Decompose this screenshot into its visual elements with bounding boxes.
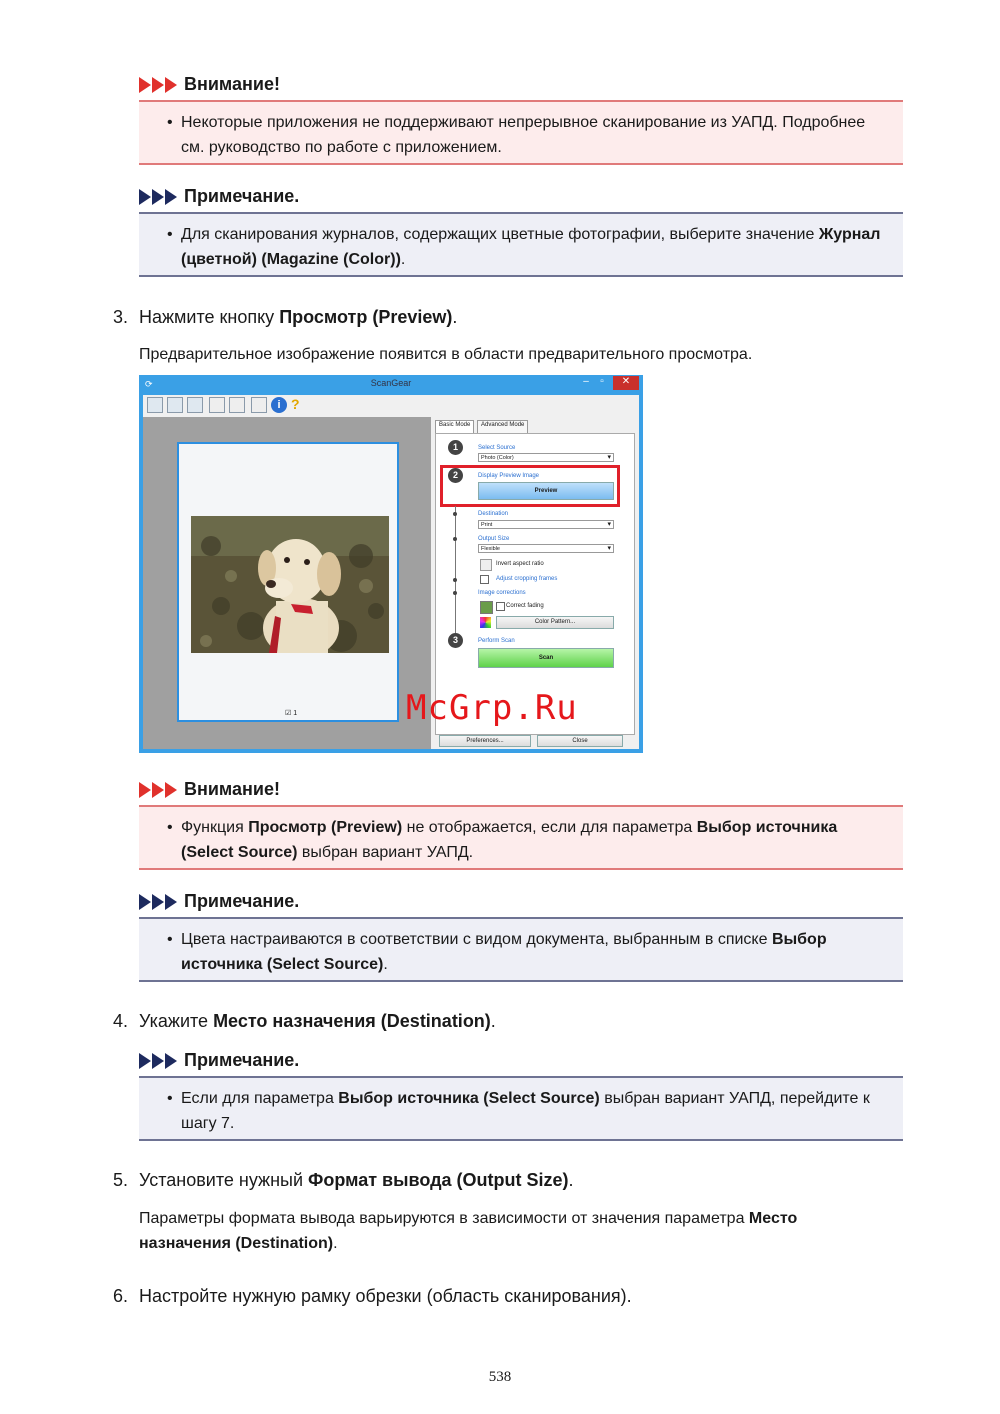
- warning-title-2: Внимание!: [184, 779, 280, 799]
- tab-basic-mode[interactable]: Basic Mode: [435, 420, 474, 435]
- step-5: 5. Установите нужный Формат вывода (Output Size).: [113, 1170, 574, 1190]
- step-1-badge: 1: [448, 440, 463, 455]
- output-size-dot: [453, 537, 457, 541]
- adjust-dot: [453, 578, 457, 582]
- window-title: ScanGear: [370, 378, 412, 388]
- destination-dot: [453, 512, 457, 516]
- warning-title: Внимание!: [184, 74, 280, 94]
- thumb-checkbox[interactable]: ☑ 1: [285, 710, 298, 717]
- perform-scan-label: Perform Scan: [478, 638, 515, 644]
- step-5-description: Параметры формата вывода варьируются в зависимости от значения параметра Место назначения (Destination).: [139, 1210, 798, 1252]
- note-text-2: • Цвета настраиваются в соответствии с видом документа, выбранным в списке Выбор источника (Select Source).: [181, 927, 893, 977]
- adjust-cropping-checkbox[interactable]: [480, 575, 489, 584]
- warning-arrows-icon: [139, 77, 178, 93]
- close-button[interactable]: Close: [537, 735, 623, 747]
- warning-text: • Некоторые приложения не поддерживают непрерывное сканирование из УАПД. Подробнее см. руководство по работе с приложением.: [181, 110, 893, 160]
- toolbar-person-icon[interactable]: [187, 397, 203, 413]
- toolbar-scan-icon[interactable]: [147, 397, 163, 413]
- note-title: Примечание.: [184, 186, 300, 206]
- step-3-description: Предварительное изображение появится в области предварительного просмотра.: [139, 346, 753, 363]
- warning-arrows-icon: [139, 782, 178, 798]
- note-text: • Для сканирования журналов, содержащих цветные фотографии, выберите значение Журнал (цветной) (Magazine (Color)).: [181, 222, 893, 272]
- maximize-icon[interactable]: ▫: [600, 376, 604, 387]
- warning-heading-2: [139, 779, 280, 800]
- select-source-dropdown[interactable]: Photo (Color) ▾: [478, 453, 614, 462]
- correct-fading-label: Correct fading: [506, 603, 544, 609]
- step-6: 6. Настройте нужную рамку обрезки (область сканирования).: [113, 1286, 632, 1306]
- note-heading: [139, 186, 299, 207]
- note-heading-2: [139, 891, 299, 912]
- note-arrows-icon: [139, 189, 178, 205]
- toolbar-grid2-icon[interactable]: [229, 397, 245, 413]
- app-icon: ⟳: [145, 379, 153, 389]
- step-3-badge: 3: [448, 633, 463, 648]
- watermark: McGrp.Ru: [406, 688, 578, 728]
- adjust-cropping-label: Adjust cropping frames: [496, 576, 558, 582]
- toolbar-photo-icon[interactable]: [167, 397, 183, 413]
- note-box: [139, 212, 903, 277]
- step-2-badge: 2: [448, 468, 463, 483]
- warning-text-2: • Функция Просмотр (Preview) не отображается, если для параметра Выбор источника (Select Source) выбран вариант УАПД.: [181, 815, 893, 865]
- step-4: 4. Укажите Место назначения (Destination).: [113, 1011, 496, 1031]
- minimize-icon[interactable]: –: [583, 376, 589, 387]
- close-window-icon[interactable]: ✕: [613, 376, 639, 390]
- note-title-2: Примечание.: [184, 891, 300, 911]
- warning-box: [139, 100, 903, 165]
- toolbar-grid1-icon[interactable]: [209, 397, 225, 413]
- invert-aspect-icon[interactable]: [480, 559, 492, 571]
- page-number: 538: [488, 1369, 512, 1385]
- preview-area: [143, 417, 431, 749]
- note-arrows-icon: [139, 1053, 178, 1069]
- toolbar-grid3-icon[interactable]: [251, 397, 267, 413]
- note-text-3: • Если для параметра Выбор источника (Select Source) выбран вариант УАПД, перейдите к шагу 7.: [181, 1086, 893, 1136]
- select-source-label: Select Source: [478, 445, 516, 451]
- image-corrections-dot: [453, 591, 457, 595]
- destination-dropdown[interactable]: Print ▾: [478, 520, 614, 529]
- dog-photo: [191, 516, 389, 653]
- note-box-2: [139, 917, 903, 982]
- invert-aspect-label: Invert aspect ratio: [496, 561, 544, 567]
- preferences-button[interactable]: Preferences...: [439, 735, 531, 747]
- image-corrections-label: Image corrections: [478, 590, 526, 596]
- note-arrows-icon: [139, 894, 178, 910]
- output-size-label: Output Size: [478, 536, 510, 542]
- output-size-dropdown[interactable]: Flexible ▾: [478, 544, 614, 553]
- tab-advanced-mode[interactable]: Advanced Mode: [477, 420, 528, 436]
- step-3: 3. Нажмите кнопку Просмотр (Preview).: [113, 307, 458, 327]
- window-titlebar: [139, 375, 643, 395]
- steps-connector: [455, 506, 456, 636]
- color-pattern-button[interactable]: Color Pattern...: [496, 616, 614, 629]
- destination-label: Destination: [478, 511, 509, 517]
- correct-fading-checkbox[interactable]: [496, 602, 505, 611]
- preview-button[interactable]: Preview: [478, 482, 614, 500]
- note-title-3: Примечание.: [184, 1050, 300, 1070]
- warning-box-2: [139, 805, 903, 870]
- display-preview-label: Display Preview Image: [478, 473, 540, 479]
- note-heading-3: [139, 1050, 299, 1071]
- info-icon[interactable]: i: [271, 397, 287, 413]
- warning-heading: [139, 74, 280, 95]
- correct-fading-icon: [480, 601, 493, 614]
- note-box-3: [139, 1076, 903, 1141]
- help-icon[interactable]: ?: [291, 396, 300, 412]
- preview-page: [177, 442, 399, 722]
- scan-button[interactable]: Scan: [478, 648, 614, 668]
- color-pattern-icon: [480, 617, 491, 628]
